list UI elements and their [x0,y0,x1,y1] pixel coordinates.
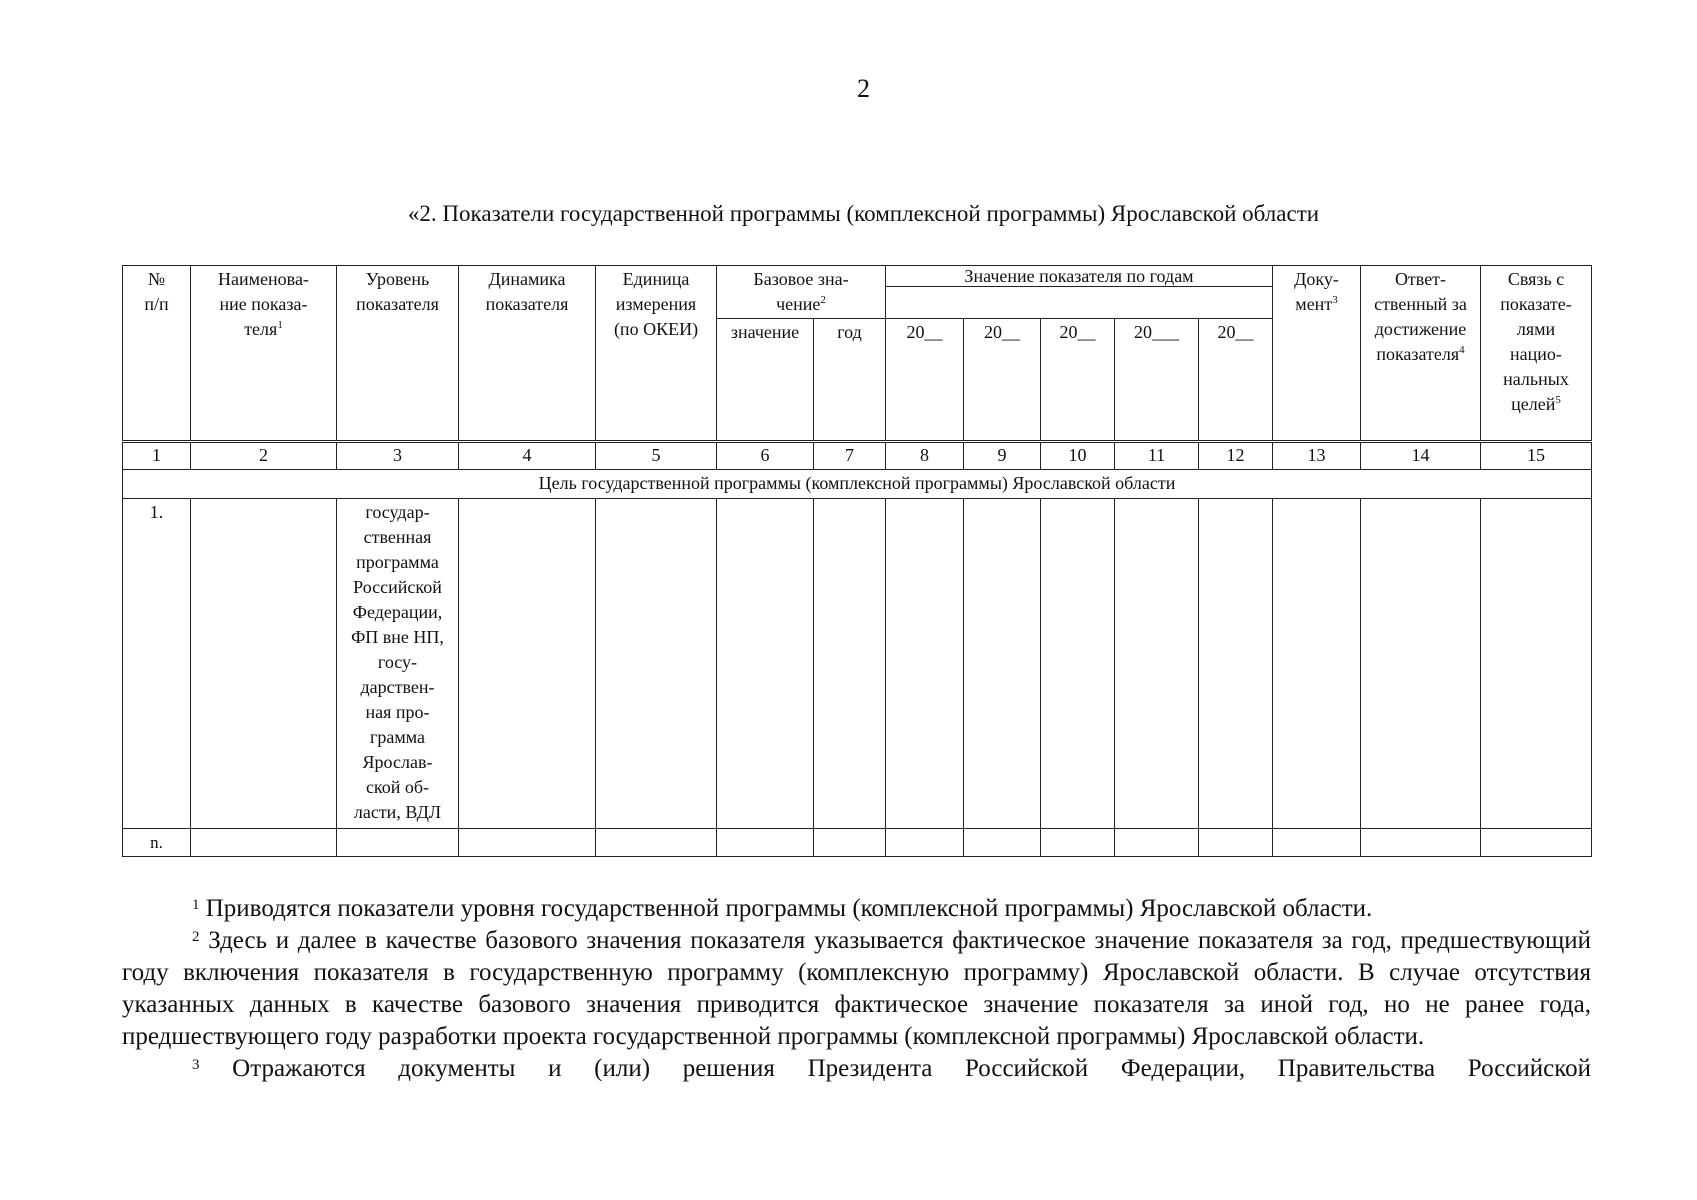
row-cell [1115,499,1199,829]
row-cell [886,829,964,857]
row-num: 1. [123,499,191,829]
row-cell [814,499,886,829]
column-number: 4 [459,442,596,470]
column-number: 2 [191,442,337,470]
column-number: 6 [717,442,814,470]
row-cell [1481,499,1592,829]
indicators-table [122,265,1592,857]
footnote-text: Здесь и далее в качестве базового значения показателя указывается фактическое значение показателя за год, предшествующий году включения показателя в государственную программу (комплексную программу) Ярославской области. В случае отсутствия указанных данных в качестве базового значения приводится фактическое значение показателя за иной год, но не ранее года, предшествующего году разработки проекта государственной программы (комплексной программы) Ярославской области. [122,927,1591,1050]
header-level: Уровень показателя [337,266,459,442]
footnotes [122,893,1591,1085]
table-title: «2. Показатели государственной программы (комплексной программы) Ярославской области [407,201,1320,226]
column-number: 11 [1115,442,1199,470]
row-cell [596,499,717,829]
goal-row: Цель государственной программы (комплексной программы) Ярославской области [123,470,1592,499]
header-base: Базовое зна- чение$^2$ [717,266,886,319]
row-cell [717,829,814,857]
column-number: 5 [596,442,717,470]
footnote [122,1053,1591,1085]
header-values-by-year: Значение показателя по годам [886,266,1273,319]
row-cell [459,829,596,857]
column-number: 9 [964,442,1041,470]
header-year-4: 20___ [1115,319,1199,442]
header-document: Доку- мент$^3$ [1273,266,1361,442]
row-cell [1199,829,1273,857]
row-num: n. [123,829,191,857]
row-cell [596,829,717,857]
column-number: 7 [814,442,886,470]
footnote-text: Приводятся показатели уровня государственной программы (комплексной программы) Ярославской области. [205,895,1373,922]
column-number: 14 [1361,442,1481,470]
row-cell [1115,829,1199,857]
column-number: 13 [1273,442,1361,470]
header-num: № п/п [123,266,191,442]
header-year-3: 20__ [1041,319,1115,442]
row-cell [1481,829,1592,857]
column-number: 3 [337,442,459,470]
header-year-5: 20__ [1199,319,1273,442]
column-number: 8 [886,442,964,470]
header-year-1: 20__ [886,319,964,442]
column-number-row [123,442,1592,470]
row-cell [191,499,337,829]
row-cell [1361,499,1481,829]
table-row [123,829,1592,857]
header-unit: Единица измерения (по ОКЕИ) [596,266,717,442]
row-cell [717,499,814,829]
footnote [122,893,1591,925]
table-row [123,499,1592,829]
footnote-mark: 2 [192,929,200,945]
footnote-mark: 3 [192,1057,200,1073]
footnote-mark: 1 [192,897,200,913]
header-national-goals-link: Связь с показате- лями нацио- нальных целей$^5$ [1481,266,1592,442]
header-year-2: 20__ [964,319,1041,442]
row-cell [1273,499,1361,829]
column-number: 12 [1199,442,1273,470]
row-cell [886,499,964,829]
header-name: Наименова- ние показа- теля$^1$ [191,266,337,442]
row-level: государ- ственная программа Российской Федерации, ФП вне НП, госу- дарствен- ная про- грамма Ярослав- ской об- ласти, ВДЛ [337,499,459,829]
row-cell [1041,829,1115,857]
footnote [122,925,1591,1053]
header-responsible: Ответ- ственный за достижение показателя$^4$ [1361,266,1481,442]
row-cell [191,829,337,857]
page-number: 2 [857,74,870,103]
column-number: 10 [1041,442,1115,470]
row-cell [814,829,886,857]
column-number: 15 [1481,442,1592,470]
header-base-value: значение [717,319,814,442]
row-cell [964,499,1041,829]
row-cell [459,499,596,829]
header-dynamics: Динамика показателя [459,266,596,442]
header-base-year: год [814,319,886,442]
column-number: 1 [123,442,191,470]
row-cell [1273,829,1361,857]
row-cell [1041,499,1115,829]
row-cell [964,829,1041,857]
footnote-text: Отражаются документы и (или) решения Президента Российской Федерации, Правительства Российской [232,1055,1592,1082]
row-cell [1361,829,1481,857]
row-cell [1199,499,1273,829]
row-level [337,829,459,857]
